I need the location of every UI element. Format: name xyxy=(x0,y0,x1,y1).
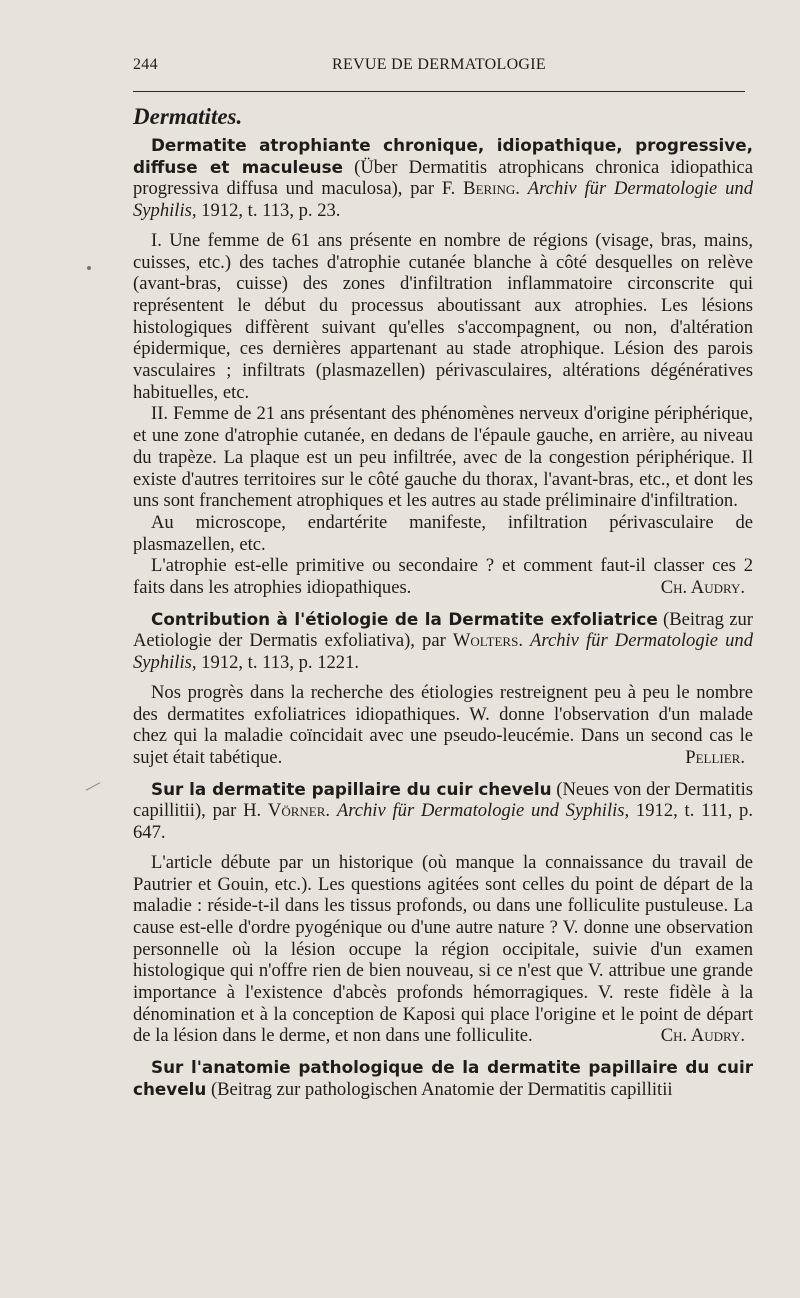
review-source: Archiv für Dermatologie und Syphilis, xyxy=(133,630,754,674)
review-citation: 1912, t. 113, p. 1221. xyxy=(196,652,360,674)
review-paragraph-text: L'article débute par un historique (où manque la connaissance du travail de Pautrier et Gouin, etc.). Les questions agitées sont celles du point de départ de la maladie : réside-t-il dans les tissus profonds, ou dans une folliculite pustuleuse. La cause est-elle d'ordre pyogénique ou d'une autre nature ? V. donne une observation personnelle où la lésion occupe la région occipitale, suivie d'un examen histologique qui n'offre rien de bien nouveau, si ce n'est que V. attribue une grande importance à l'existence d'abcès profonds hémorragiques. V. reste fidèle à la dénomination et à la conception de Kaposi qui place l'origine et le point de départ de la lésion dans le derme, et non dans une folliculite. xyxy=(133,851,753,1047)
running-head xyxy=(133,56,745,78)
review-signature: Pellier. xyxy=(685,746,745,768)
review-source: Archiv für Dermatologie und Syphilis, xyxy=(336,800,630,822)
review-author: Bering xyxy=(463,178,516,200)
review-heading: Contribution à l'étiologie de la Dermatite exfoliatrice (Beitrag zur Aetiologie der Dermatis exfoliativa), par Wolters. Archiv für Dermatologie und Syphilis, 1912, t. 113, p. 1221. xyxy=(133,608,754,674)
review-paragraph xyxy=(133,682,753,769)
journal-title: REVUE DE DERMATOLOGIE xyxy=(332,56,546,73)
review-title: Sur la dermatite papillaire du cuir chevelu xyxy=(151,778,552,799)
review-title: Contribution à l'étiologie de la Dermatite exfoliatrice xyxy=(151,608,658,629)
margin-speck xyxy=(87,266,91,270)
review-citation: 1912, t. 111, p. 647. xyxy=(133,800,753,844)
review-author: Vörner xyxy=(267,800,326,822)
section-title: Dermatites. xyxy=(133,104,243,129)
review-original-title: (Beitrag zur pathologischen Anatomie der Dermatitis capillitii xyxy=(206,1078,673,1100)
review-signature: Ch. Audry. xyxy=(660,577,745,599)
review-original-title: (Neues von der Dermatitis capillitii), par H. xyxy=(133,778,753,822)
review-original-title: (Beitrag zur Aetiologie der Dermatis exfoliativa), par xyxy=(133,608,753,652)
review-author: Wolters xyxy=(452,630,519,652)
review-signature: Ch. Audry. xyxy=(660,1025,745,1047)
review-paragraph: I. Une femme de 61 ans présente en nombre de régions (visage, bras, mains, cuisses, etc.) des taches d'atrophie cutanée blanche à côté desquelles on relève (avant-bras, cuisse) des zones d'infiltration inflammatoire circonscrite qui représentent le début du processus aboutissant aux atrophies. Les lésions histologiques diffèrent suivant qu'elles s'accompagnent, ou non, d'altération épidermique, ces dernières appartenant au stade atrophique. Lésion des parois vasculaires ; infiltrats (plasmazellen) périvasculaires, altérations dégénératives habituelles, etc. xyxy=(133,229,753,403)
review-paragraph xyxy=(133,852,753,1047)
review-paragraph: II. Femme de 21 ans présentant des phénomènes nerveux d'origine périphérique, et une zone d'atrophie cutanée, en dedans de l'épaule gauche, en arrière, au niveau du trapèze. La plaque est un peu infiltrée, avec de la congestion périphérique. Il existe d'autres territoires sur le côté gauche du thorax, l'avant-bras, etc., et dont les uns sont franchement atrophiques et les autres au stade préliminaire d'infiltration. xyxy=(133,403,753,512)
review-title: Sur l'anatomie pathologique de la dermatite papillaire du cuir chevelu xyxy=(133,1057,753,1099)
review-heading xyxy=(133,1057,753,1100)
review-paragraph-text: L'atrophie est-elle primitive ou secondaire ? et comment faut-il classer ces 2 faits dans les atrophies idiopathiques. xyxy=(133,555,753,599)
body-text xyxy=(133,102,753,1111)
review-vorner xyxy=(133,779,753,1047)
review-title: Dermatite atrophiante chronique, idiopathique, progressive, diffuse et maculeuse xyxy=(133,135,753,177)
review-paragraph xyxy=(133,555,753,598)
header-rule xyxy=(133,91,745,92)
review-bering xyxy=(133,135,753,599)
margin-pencil-mark xyxy=(86,782,101,790)
review-heading: Dermatite atrophiante chronique, idiopathique, progressive, diffuse et maculeuse (Über Dermatitis atrophicans chronica idiopathica progressiva diffusa und maculosa), par F. Bering. Archiv für Dermatologie und Syphilis, 1912, t. 113, p. 23. xyxy=(133,135,754,222)
review-citation: 1912, t. 113, p. 23. xyxy=(196,200,341,222)
review-anatomie xyxy=(133,1057,753,1100)
review-source: Archiv für Dermatologie und Syphilis, xyxy=(133,178,754,222)
review-heading: Sur la dermatite papillaire du cuir chevelu (Neues von der Dermatitis capillitii), par H. Vörner. Archiv für Dermatologie und Syphilis, 1912, t. 111, p. 647. xyxy=(133,778,753,844)
review-wolters xyxy=(133,609,753,769)
review-original-title: (Über Dermatitis atrophicans chronica idiopathica progressiva diffusa und maculosa), par F. xyxy=(133,156,753,200)
page-number: 244 xyxy=(133,56,158,73)
review-paragraph: Au microscope, endartérite manifeste, infiltration périvasculaire de plasmazellen, etc. xyxy=(133,511,753,555)
review-paragraph-text: Nos progrès dans la recherche des étiologies restreignent peu à peu le nombre des dermatites exfoliatrices idiopathiques. W. donne l'observation d'un malade chez qui la maladie coïncidait avec une pseudo-leucémie. Dans un second cas le sujet était tabétique. xyxy=(133,681,753,768)
